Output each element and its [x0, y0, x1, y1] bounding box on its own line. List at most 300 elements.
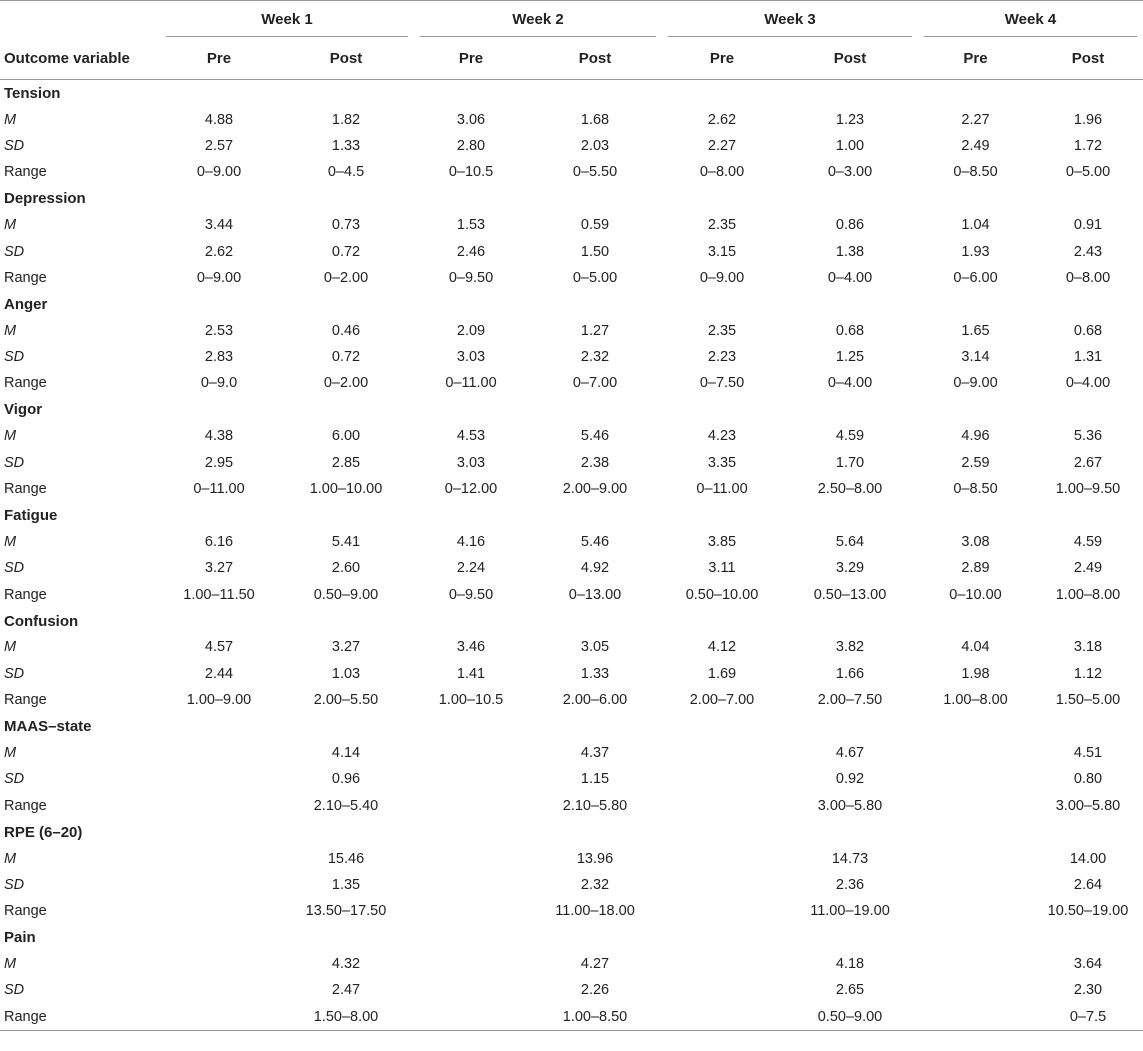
value-cell: 2.09 [456, 322, 486, 339]
value-cell: 0–13.00 [568, 586, 622, 603]
week-2-label: Week 2 [512, 10, 564, 28]
section-row [0, 291, 1143, 317]
value-cell: 13.96 [576, 850, 614, 867]
value-cell: 1.65 [961, 322, 990, 339]
section-row [0, 80, 1143, 107]
post-header: Post [782, 37, 918, 80]
value-cell: 3.85 [707, 533, 737, 550]
value-cell: 2.57 [204, 137, 234, 154]
section-title: Vigor [4, 401, 43, 419]
week-3-header [662, 1, 918, 38]
value-cell: 2.62 [204, 243, 234, 260]
value-cell: 3.11 [708, 560, 736, 577]
value-cell [160, 845, 278, 871]
week-2-header [414, 1, 662, 38]
value-cell: 4.38 [204, 428, 234, 445]
value-cell: 1.33 [580, 665, 610, 682]
stat-label: SD [4, 137, 25, 154]
value-cell: 5.46 [580, 533, 610, 550]
section-row [0, 397, 1143, 423]
value-cell: 0.68 [835, 322, 865, 339]
value-cell: 1.53 [456, 217, 486, 234]
value-cell: 2.46 [456, 243, 486, 260]
value-cell: 0–5.00 [1065, 164, 1111, 181]
value-cell: 1.23 [835, 111, 865, 128]
stat-label: SD [4, 243, 25, 260]
value-cell: 0–11.00 [696, 481, 748, 498]
table-row [0, 318, 1143, 344]
value-cell: 1.00–10.5 [438, 692, 504, 709]
value-cell: 14.00 [1069, 850, 1107, 867]
value-cell: 3.46 [456, 639, 486, 656]
value-cell: 0–5.00 [572, 269, 618, 286]
table-row [0, 159, 1143, 185]
value-cell: 0.72 [331, 243, 361, 260]
value-cell [414, 740, 528, 766]
value-cell: 1.25 [835, 349, 865, 366]
value-cell [918, 898, 1033, 924]
value-cell: 0–3.00 [827, 164, 873, 181]
value-cell: 3.44 [204, 217, 234, 234]
table-row [0, 238, 1143, 264]
value-cell: 2.89 [961, 560, 990, 577]
value-cell [662, 766, 782, 792]
table-row [0, 265, 1143, 291]
value-cell: 0–9.00 [196, 164, 242, 181]
value-cell: 1.98 [961, 665, 990, 682]
value-cell: 0.92 [835, 771, 865, 788]
value-cell: 1.41 [456, 665, 486, 682]
stat-label: SD [4, 349, 25, 366]
value-cell [918, 872, 1033, 898]
table-row [0, 555, 1143, 581]
pre-header: Pre [160, 37, 278, 80]
value-cell: 1.03 [331, 665, 361, 682]
section-row [0, 819, 1143, 845]
value-cell: 3.05 [580, 639, 610, 656]
value-cell: 2.00–7.50 [817, 692, 883, 709]
value-cell: 2.36 [835, 876, 865, 893]
value-cell: 4.18 [835, 956, 865, 973]
pre-post-header-row [0, 37, 1143, 80]
value-cell: 1.00–8.50 [528, 1004, 662, 1031]
value-cell: 3.08 [961, 533, 990, 550]
value-cell: 0.50–9.00 [313, 586, 379, 603]
table-row [0, 872, 1143, 898]
table-row [0, 898, 1143, 924]
table-row [0, 661, 1143, 687]
value-cell: 0–2.00 [323, 269, 369, 286]
value-cell: 2.49 [961, 137, 990, 154]
value-cell: 1.50–8.00 [278, 1004, 414, 1031]
post-header: Post [528, 37, 662, 80]
value-cell: 0.72 [331, 349, 361, 366]
section-title: Fatigue [4, 506, 58, 524]
outcome-variable-header: Outcome variable [0, 37, 160, 80]
stat-label: Range [4, 269, 47, 286]
value-cell: 3.27 [331, 639, 361, 656]
value-cell: 4.88 [204, 111, 234, 128]
value-cell: 1.50–5.00 [1055, 692, 1121, 709]
post-header: Post [1033, 37, 1143, 80]
value-cell: 1.00–8.00 [943, 692, 1008, 709]
value-cell: 1.00–9.00 [186, 692, 252, 709]
table-row [0, 476, 1143, 502]
value-cell: 3.03 [456, 454, 486, 471]
stat-label: M [4, 322, 17, 339]
value-cell: 2.30 [1073, 982, 1103, 999]
value-cell: 15.46 [327, 850, 365, 867]
stat-label: M [4, 533, 17, 550]
table-row [0, 1004, 1143, 1031]
value-cell: 1.00–8.00 [1055, 586, 1121, 603]
value-cell: 1.00–10.00 [309, 481, 383, 498]
week-4-label: Week 4 [1004, 10, 1057, 28]
value-cell [662, 898, 782, 924]
value-cell: 1.00–11.50 [183, 586, 255, 603]
value-cell: 0–4.00 [827, 269, 873, 286]
stat-label: Range [4, 375, 47, 392]
value-cell: 2.32 [580, 876, 610, 893]
pre-header: Pre [918, 37, 1033, 80]
stat-label: M [4, 639, 17, 656]
value-cell: 3.27 [204, 560, 234, 577]
section-title: Confusion [4, 612, 79, 630]
value-cell: 5.46 [580, 428, 610, 445]
value-cell: 2.26 [580, 982, 610, 999]
value-cell: 2.49 [1073, 560, 1103, 577]
value-cell: 4.04 [961, 639, 990, 656]
week-3-label: Week 3 [764, 10, 816, 28]
week-1-header [160, 1, 414, 38]
value-cell: 4.27 [580, 956, 610, 973]
stat-label: Range [4, 903, 47, 920]
value-cell [414, 1004, 528, 1031]
value-cell: 2.47 [331, 982, 361, 999]
value-cell: 0.50–13.00 [813, 586, 887, 603]
value-cell: 0–4.00 [1065, 375, 1111, 392]
value-cell: 4.59 [1073, 533, 1103, 550]
value-cell: 0.86 [835, 217, 865, 234]
value-cell [160, 766, 278, 792]
value-cell [160, 740, 278, 766]
value-cell: 1.12 [1073, 665, 1103, 682]
section-title: Pain [4, 929, 36, 947]
value-cell: 2.10–5.80 [562, 797, 628, 814]
section-row [0, 608, 1143, 634]
section-title: Anger [4, 295, 48, 313]
value-cell: 1.50 [580, 243, 610, 260]
value-cell: 2.59 [961, 454, 990, 471]
value-cell: 0–5.50 [572, 164, 618, 181]
value-cell: 5.64 [835, 533, 865, 550]
value-cell: 0–11.00 [445, 375, 497, 392]
value-cell: 0.50–10.00 [685, 586, 759, 603]
value-cell: 3.03 [456, 349, 486, 366]
value-cell: 10.50–19.00 [1047, 903, 1129, 920]
value-cell [160, 872, 278, 898]
value-cell: 1.96 [1073, 111, 1103, 128]
value-cell: 3.82 [835, 639, 865, 656]
value-cell [414, 872, 528, 898]
value-cell: 0–6.00 [953, 269, 998, 286]
value-cell: 4.67 [835, 744, 865, 761]
value-cell [160, 1004, 278, 1031]
stat-label: SD [4, 665, 25, 682]
value-cell: 2.85 [331, 454, 361, 471]
value-cell: 3.14 [961, 349, 990, 366]
value-cell [662, 951, 782, 977]
table-header [0, 1, 1143, 80]
value-cell: 2.65 [835, 982, 865, 999]
value-cell: 0–9.00 [953, 375, 998, 392]
stat-label: SD [4, 560, 25, 577]
stat-label: SD [4, 771, 25, 788]
value-cell: 0.46 [331, 322, 361, 339]
value-cell: 3.15 [707, 243, 737, 260]
value-cell: 2.35 [707, 322, 737, 339]
value-cell: 1.72 [1073, 137, 1103, 154]
stat-label: Range [4, 692, 47, 709]
value-cell: 0–2.00 [323, 375, 369, 392]
value-cell: 2.00–9.00 [562, 481, 628, 498]
value-cell [662, 845, 782, 871]
post-header: Post [278, 37, 414, 80]
section-title: RPE (6–20) [4, 823, 83, 841]
value-cell: 1.00–9.50 [1055, 481, 1121, 498]
value-cell [414, 898, 528, 924]
value-cell: 2.00–7.00 [689, 692, 755, 709]
table-row [0, 212, 1143, 238]
section-row [0, 502, 1143, 528]
value-cell [160, 977, 278, 1003]
value-cell: 4.92 [580, 560, 610, 577]
table-row [0, 951, 1143, 977]
value-cell: 1.69 [707, 665, 737, 682]
value-cell: 0–8.00 [699, 164, 745, 181]
value-cell: 0–9.50 [448, 586, 494, 603]
week-header-row [0, 1, 1143, 38]
value-cell: 1.04 [961, 217, 990, 234]
value-cell: 2.95 [204, 454, 234, 471]
value-cell [918, 1004, 1033, 1031]
value-cell: 6.16 [204, 533, 234, 550]
value-cell: 1.66 [835, 665, 865, 682]
value-cell: 4.96 [961, 428, 990, 445]
value-cell: 11.00–18.00 [555, 903, 635, 920]
pre-header: Pre [662, 37, 782, 80]
stat-label: M [4, 956, 17, 973]
value-cell [160, 793, 278, 819]
value-cell: 2.27 [707, 137, 737, 154]
value-cell [662, 872, 782, 898]
value-cell [662, 977, 782, 1003]
value-cell: 0.50–9.00 [782, 1004, 918, 1031]
value-cell: 5.41 [331, 533, 361, 550]
value-cell: 2.62 [707, 111, 737, 128]
stat-label: Range [4, 481, 47, 498]
value-cell: 1.82 [331, 111, 361, 128]
section-title: Depression [4, 190, 86, 208]
value-cell: 0–8.00 [1065, 269, 1111, 286]
value-cell: 6.00 [331, 428, 361, 445]
value-cell: 0.73 [331, 217, 361, 234]
value-cell: 0.96 [331, 771, 361, 788]
value-cell: 0–9.00 [699, 269, 745, 286]
value-cell: 4.14 [331, 744, 361, 761]
value-cell [414, 766, 528, 792]
value-cell: 4.51 [1073, 744, 1103, 761]
section-row [0, 186, 1143, 212]
value-cell: 2.00–6.00 [562, 692, 628, 709]
value-cell: 13.50–17.50 [305, 903, 387, 920]
value-cell: 0–7.00 [572, 375, 618, 392]
value-cell: 2.35 [707, 217, 737, 234]
value-cell: 2.03 [580, 137, 610, 154]
value-cell: 3.64 [1073, 956, 1103, 973]
value-cell: 0–10.5 [448, 164, 494, 181]
value-cell: 5.36 [1073, 428, 1103, 445]
value-cell [414, 845, 528, 871]
value-cell: 0–8.50 [953, 164, 998, 181]
value-cell [918, 845, 1033, 871]
stat-label: M [4, 217, 17, 234]
week-4-header [918, 1, 1143, 38]
value-cell [160, 951, 278, 977]
week-1-label: Week 1 [261, 10, 313, 28]
stat-label: SD [4, 454, 25, 471]
table-row [0, 845, 1143, 871]
value-cell: 1.00 [835, 137, 865, 154]
stat-label: Range [4, 586, 47, 603]
table-row [0, 977, 1143, 1003]
value-cell: 2.53 [204, 322, 234, 339]
section-row [0, 925, 1143, 951]
value-cell: 3.18 [1073, 639, 1103, 656]
value-cell: 2.43 [1073, 243, 1103, 260]
value-cell: 4.32 [331, 956, 361, 973]
value-cell: 2.23 [707, 349, 737, 366]
value-cell: 2.64 [1073, 876, 1103, 893]
value-cell: 2.10–5.40 [313, 797, 379, 814]
value-cell: 2.27 [961, 111, 990, 128]
value-cell [918, 766, 1033, 792]
value-cell: 1.27 [580, 322, 610, 339]
stat-label: M [4, 744, 17, 761]
value-cell: 0.59 [580, 217, 610, 234]
value-cell [414, 793, 528, 819]
table-row [0, 581, 1143, 607]
stat-label: Range [4, 797, 47, 814]
value-cell: 1.70 [835, 454, 865, 471]
section-title: Tension [4, 84, 61, 102]
value-cell: 0.68 [1073, 322, 1103, 339]
section-title: MAAS–state [4, 718, 92, 736]
value-cell: 2.50–8.00 [817, 481, 883, 498]
value-cell: 1.93 [961, 243, 990, 260]
value-cell: 0–8.50 [953, 481, 998, 498]
value-cell: 4.59 [835, 428, 865, 445]
value-cell: 3.06 [456, 111, 486, 128]
value-cell: 4.53 [456, 428, 486, 445]
value-cell: 0–9.50 [448, 269, 494, 286]
value-cell [160, 898, 278, 924]
value-cell: 14.73 [831, 850, 869, 867]
value-cell: 3.00–5.80 [817, 797, 883, 814]
table-row [0, 793, 1143, 819]
value-cell: 2.00–5.50 [313, 692, 379, 709]
stat-label: SD [4, 876, 25, 893]
value-cell: 0–4.00 [827, 375, 873, 392]
value-cell [414, 977, 528, 1003]
header-spacer [0, 1, 160, 38]
value-cell: 2.60 [331, 560, 361, 577]
value-cell: 0.80 [1073, 771, 1103, 788]
table-row [0, 423, 1143, 449]
value-cell: 2.24 [456, 560, 486, 577]
value-cell: 1.33 [331, 137, 361, 154]
table-row [0, 106, 1143, 132]
value-cell [414, 951, 528, 977]
value-cell: 4.57 [204, 639, 234, 656]
value-cell: 2.38 [580, 454, 610, 471]
section-row [0, 713, 1143, 739]
value-cell: 2.32 [580, 349, 610, 366]
value-cell: 0–9.0 [200, 375, 238, 392]
value-cell: 4.12 [707, 639, 737, 656]
value-cell: 0–11.00 [193, 481, 245, 498]
table-row [0, 370, 1143, 396]
stat-label: Range [4, 164, 47, 181]
table-row [0, 344, 1143, 370]
value-cell: 0–9.00 [196, 269, 242, 286]
value-cell: 11.00–19.00 [810, 903, 890, 920]
value-cell [918, 951, 1033, 977]
table-row [0, 529, 1143, 555]
value-cell [662, 740, 782, 766]
table-row [0, 740, 1143, 766]
table-body [0, 80, 1143, 1031]
value-cell [918, 740, 1033, 766]
value-cell: 2.67 [1073, 454, 1103, 471]
value-cell: 0–7.50 [699, 375, 745, 392]
value-cell: 2.83 [204, 349, 234, 366]
value-cell: 4.23 [707, 428, 737, 445]
value-cell: 2.44 [204, 665, 234, 682]
value-cell: 2.80 [456, 137, 486, 154]
value-cell [662, 1004, 782, 1031]
stat-label: M [4, 850, 17, 867]
value-cell: 1.31 [1073, 349, 1103, 366]
stat-label: M [4, 428, 17, 445]
stat-label: Range [0, 1004, 160, 1031]
value-cell: 3.00–5.80 [1055, 797, 1121, 814]
pre-header: Pre [414, 37, 528, 80]
value-cell: 1.35 [331, 876, 361, 893]
value-cell: 0.91 [1073, 217, 1103, 234]
value-cell: 0–7.5 [1033, 1004, 1143, 1031]
value-cell: 3.35 [707, 454, 737, 471]
value-cell: 1.68 [580, 111, 610, 128]
value-cell: 1.15 [580, 771, 610, 788]
value-cell: 4.16 [456, 533, 486, 550]
table-row [0, 766, 1143, 792]
table-row [0, 133, 1143, 159]
value-cell: 4.37 [580, 744, 610, 761]
value-cell [662, 793, 782, 819]
table-row [0, 449, 1143, 475]
table-row [0, 687, 1143, 713]
